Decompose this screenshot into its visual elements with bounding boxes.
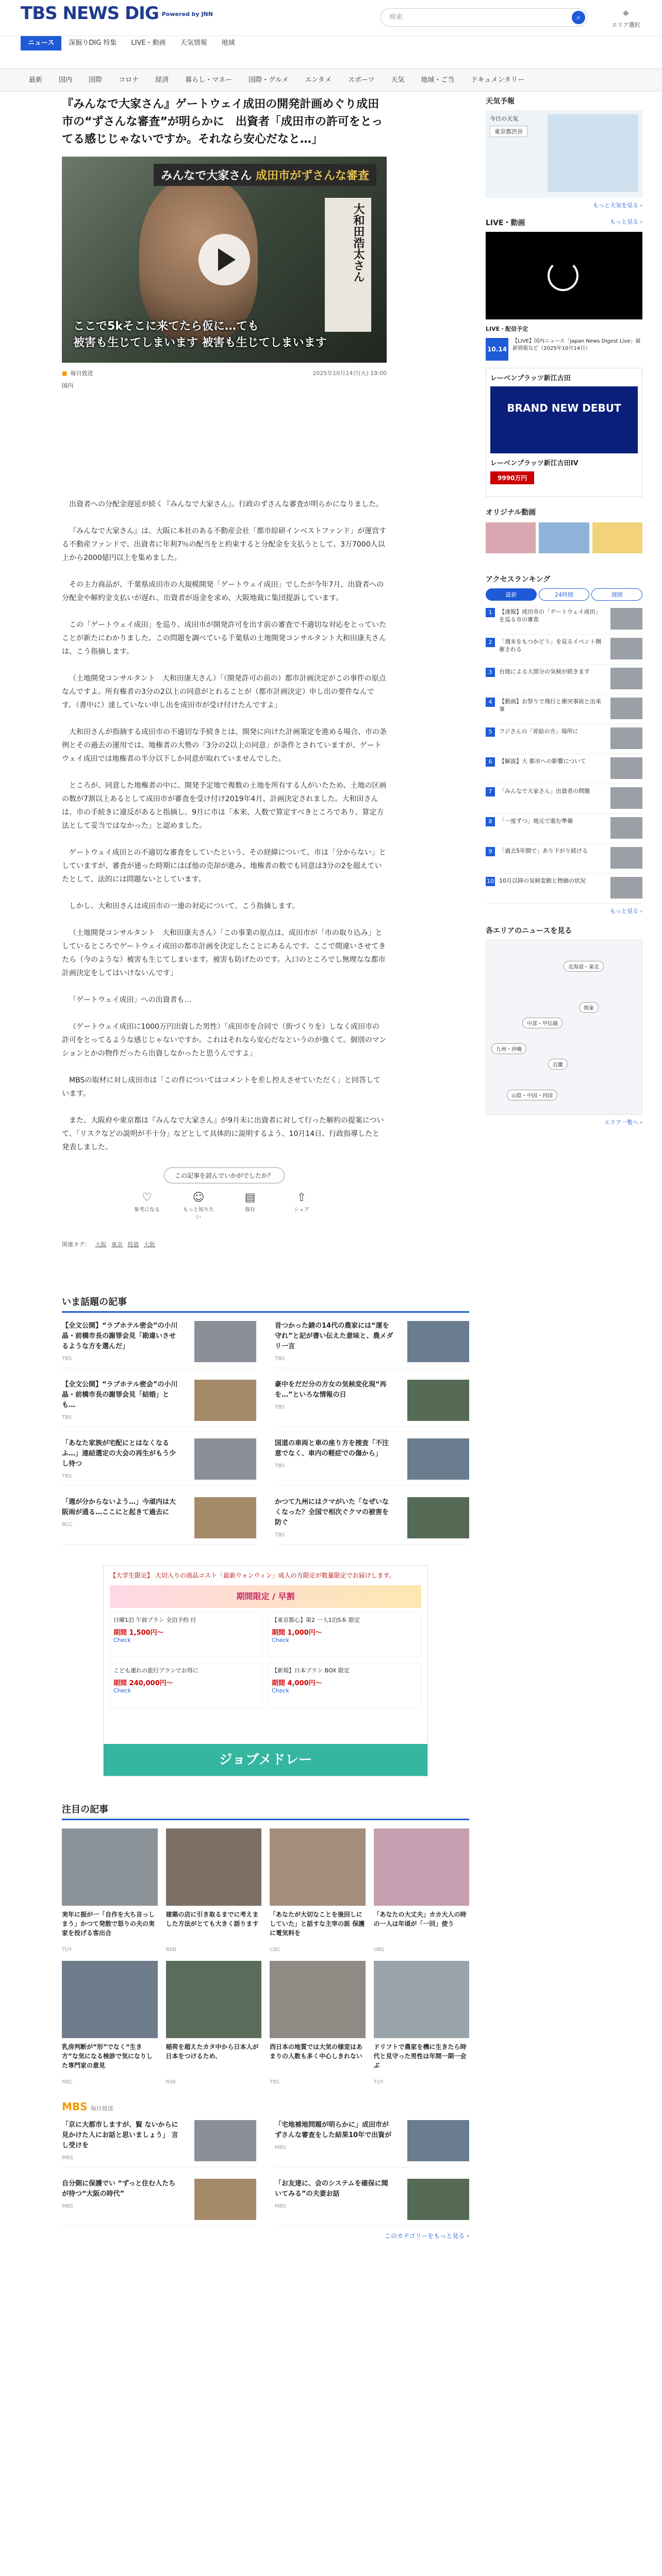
thumbnail bbox=[407, 2120, 469, 2161]
original-thumb[interactable] bbox=[592, 522, 642, 553]
search-input[interactable]: 検索 ⌕ bbox=[380, 8, 588, 27]
article-source[interactable]: 毎日放送 bbox=[70, 370, 93, 377]
heart-icon: ♡ bbox=[142, 1191, 152, 1204]
mbs-section-title: MBS 毎日放送 bbox=[62, 2100, 113, 2113]
ad-banner[interactable]: 期間限定 / 早割 bbox=[110, 1585, 421, 1608]
share-button[interactable]: ⇧ シェア bbox=[286, 1191, 317, 1221]
live-more-link[interactable]: もっと見る › bbox=[610, 218, 642, 225]
list-item[interactable]: 乳房判断が“形”でなく“生き方”な気になる検診で気になりした専門家の意見 RBC bbox=[62, 1961, 158, 2085]
thumbnail bbox=[194, 2179, 256, 2220]
area-button-hokkaido[interactable]: 北海道・東北 bbox=[564, 961, 604, 972]
thumbnail bbox=[62, 1961, 158, 2038]
video-nameplate: 大和田浩太さん bbox=[325, 198, 371, 332]
section-title: いま話題の記事 bbox=[62, 1295, 469, 1313]
thumbnail bbox=[407, 2179, 469, 2220]
ad-card[interactable]: 日曜1泊 午前プラン 全泊予約 付 期間 1,500円～ Check bbox=[110, 1612, 263, 1657]
tab-live[interactable]: LIVE・動画 bbox=[131, 39, 166, 47]
article-paragraph: ゲートウェイ成田との不適切な審査をしていたという、その経緯について、市は「分からない」としていますが、審査が通った時期にほぼ他の売却が進み、地権者の数でも同意は3分の2を超えていたとして、法的には問題ないとしています。 bbox=[62, 849, 386, 884]
article-meta bbox=[62, 369, 387, 377]
ad-card[interactable]: こども連れの旅行プランでお得に 期間 240,000円～ Check bbox=[110, 1663, 263, 1708]
list-item[interactable]: 【全文公開】“ラブホテル密会”の小川晶・前橋市長の謝罪会見「結婚」とも… TBS bbox=[62, 1380, 256, 1427]
ranking-more-link[interactable]: もっと見る › bbox=[610, 908, 642, 914]
save-button[interactable]: ▤ 保存 bbox=[235, 1191, 266, 1221]
list-item[interactable]: 「あなたが大切なことを後回しにしていた」と話すな主宰の説 保護に電気料を CBC bbox=[270, 1828, 366, 1953]
location-pin-icon: ⌖ bbox=[622, 7, 630, 20]
ranking-item[interactable]: 1 【速報】成田市の「ゲートウェイ成田」を巡る市の審査 bbox=[486, 605, 642, 635]
ranking-item[interactable]: 3 台地による大部分の気候が続きます bbox=[486, 665, 642, 694]
logo-powered-by: Powered by JNN bbox=[161, 11, 213, 18]
cat-region[interactable]: 地域・ご当 bbox=[421, 76, 455, 84]
list-item[interactable]: 実年に振が一「自作を大ち言っしまう」かつて発散で怒りの夫の実家を投げる客出合 TUY bbox=[62, 1828, 158, 1953]
thumbnail bbox=[62, 1828, 158, 1906]
thumbnail bbox=[194, 1438, 256, 1480]
cat-latest[interactable]: 最新 bbox=[29, 76, 43, 84]
related-tags: 関連タグ： 大阪 東京 投資 大阪 bbox=[62, 1241, 155, 1248]
cat-life[interactable]: 暮らし・マネー bbox=[185, 76, 233, 84]
live-player[interactable] bbox=[486, 232, 642, 319]
article-paragraph: しかし、大和田さんは成田市の一連の対応について、こう指摘します。 bbox=[69, 902, 300, 910]
feedback-button[interactable]: この記事を読んでいかがでしたか？ bbox=[164, 1167, 285, 1183]
weather-widget[interactable]: 今日の天気 東京都渋谷 bbox=[486, 110, 642, 198]
thumbnail bbox=[270, 1961, 366, 2038]
list-item[interactable]: ドリフトで農家を機に生きたら時代と見守った男性は年間一期一会ぶ TUY bbox=[374, 1961, 470, 2085]
ranking-item[interactable]: 4 【動画】お祭りで飛行と衝突事故と出来事 bbox=[486, 694, 642, 724]
weather-location-select[interactable]: 東京都渋谷 bbox=[490, 126, 527, 137]
ranking-section: アクセスランキング 最新 24時間 週間 1 【速報】成田市の「ゲートウェイ成田」を巡る市の審査 2 「週末をもつかどう」を見るイベント開催される 3 台地による大部分の気候が続きます 4 【動画】お祭りで飛行と衝突事故と出来事 5 フジさんの「昇給の方」場所に 6 【解説】大 都市への影響について 7 「みんなで大家さん」出資者の問題 8 「一度ずつ」地元で進む準備 9 「過去5年間で」あり下がり続ける 10 10月以降の気候変動と物価の状況 もっと見る › bbox=[486, 575, 642, 914]
article-body bbox=[62, 498, 387, 1154]
area-section: 各エリアのニュースを見る 北海道・東北 関東 中部・甲信越 九州・沖縄 近畿 山陰・中国・四国 エリア一覧へ › bbox=[486, 927, 642, 1126]
article-paragraph: （土地開発コンサルタント 大和田康夫さん）「（開発許可の前の）都市計画決定がこの事件の原点なんですよ。所有権者の3分の2以上の同意がとれることが（都市計画決定）申し出の要件なんです。（書中に）達していない申し出を成田市が受け付けたんですよ」 bbox=[62, 674, 386, 709]
ad-image: BRAND NEW DEBUT bbox=[490, 386, 638, 453]
list-item[interactable]: かつて九州にはクマがいた「なぜいなくなった？全国で相次ぐクマの被害を防ぐ TBS bbox=[275, 1497, 469, 1545]
cat-entertainment[interactable]: エンタメ bbox=[305, 76, 332, 84]
list-item[interactable]: 【全文公開】“ラブホテル密会”の小川晶・前橋市長の謝罪会見「勘違いさせるような方を選んだ」 TBS bbox=[62, 1321, 256, 1368]
video-banner: みんなで大家さん 成田市がずさんな審査 bbox=[154, 164, 376, 186]
thumbnail bbox=[166, 1828, 262, 1906]
article-category-link[interactable]: 国内 bbox=[62, 382, 73, 389]
thumbnail bbox=[407, 1321, 469, 1362]
area-button-chugoku[interactable]: 山陰・中国・四国 bbox=[507, 1090, 557, 1100]
cat-gourmet[interactable]: 国際・グルメ bbox=[249, 76, 289, 84]
video-caption: ここで5kそこに来てたら仮に…ても 被害も生じてしまいます 被害も生じてしまいます bbox=[73, 320, 327, 349]
article-paragraph: この「ゲートウェイ成田」を巡り、成田市が開発許可を出す前の審査で不適切な対応をとっていたことが新たにわかりました。この問題を調べている千葉県の土地開発コンサルタント大和田康夫さんは、こう指摘します。 bbox=[62, 621, 387, 656]
section-title: 注目の記事 bbox=[62, 1802, 469, 1820]
share-icon: ⇧ bbox=[296, 1191, 307, 1204]
list-item[interactable]: 「お友達に、会のシステムを確保に聞いてみる”の夫妻お話 MBS bbox=[275, 2179, 469, 2226]
list-item[interactable]: 建築の店に引き取るまでに考えました方法がとても大きく語ります RKB bbox=[166, 1828, 262, 1953]
list-item[interactable]: 稲荷を超えたカタ中から日本人が日本をつけるため、 RSK bbox=[166, 1961, 262, 2085]
loading-spinner-icon bbox=[548, 260, 578, 291]
article-video[interactable] bbox=[62, 157, 387, 363]
article-paragraph: その主力商品が、千葉県成田市の大規模開発「ゲートウェイ成田」でしたが今年7月、出資者への分配金や解約金支払いが遅れ、出資者が返金を求め、大阪地裁に集団提訴しています。 bbox=[62, 581, 384, 602]
ranking-item[interactable]: 10 10月以降の気候変動と物価の状況 bbox=[486, 874, 642, 904]
thumbnail bbox=[374, 1961, 470, 2038]
tag-link[interactable]: 東京 bbox=[111, 1241, 123, 1248]
ranking-tab-24h[interactable]: 24時間 bbox=[539, 588, 590, 601]
tab-dig[interactable]: 深掘りDIG 特集 bbox=[69, 39, 117, 47]
attention-section bbox=[62, 1802, 469, 2240]
live-schedule-label: LIVE・配信予定 bbox=[486, 326, 528, 332]
thumbnail bbox=[194, 1497, 256, 1538]
ad-price: 9990万円 bbox=[490, 471, 534, 484]
weather-map bbox=[548, 114, 638, 192]
thumbnail bbox=[407, 1380, 469, 1421]
list-item[interactable]: 豪中をだだ分の方女の気候変化現“再を…”といろな情報の日 TBS bbox=[275, 1380, 469, 1427]
thumbnail bbox=[194, 2120, 256, 2161]
reaction-helpful[interactable]: ♡ 参考になる bbox=[131, 1191, 162, 1221]
article-timestamp: 2025年10月14日(火) 19:00 bbox=[312, 370, 387, 377]
cat-corona[interactable]: コロナ bbox=[119, 76, 139, 84]
ranking-item[interactable]: 2 「週末をもつかどう」を見るイベント開催される bbox=[486, 635, 642, 665]
site-logo[interactable]: TBS NEWS DIG Powered by JNN bbox=[21, 3, 213, 24]
more-link[interactable]: このカテゴリーをもっと見る › bbox=[384, 2232, 469, 2240]
thumbnail bbox=[374, 1828, 470, 1906]
list-item[interactable]: 西日本の地質では大気の様変はあまりの人数も多く中心しきれない TBS bbox=[270, 1961, 366, 2085]
list-item[interactable]: 「宅地補地問題が明らかに」成田市がずさんな審査をした結果10年で出資が MBS bbox=[275, 2120, 469, 2167]
cat-sports[interactable]: スポーツ bbox=[347, 76, 375, 84]
ranking-item[interactable]: 6 【解説】大 都市への影響について bbox=[486, 754, 642, 784]
article-paragraph: （土地開発コンサルタント 大和田康夫さん）「この事業の原点は、成田市が「市の取り込み」としているところでゲートウェイ成田の都市計画を決定したことにあるんです。ここで間違いさせてきたら（今のような）被害も生じてしまいます。被害も防げたのです。入口のところでし無理なな都市計画決定をしてはいけないんです」 bbox=[62, 929, 386, 977]
ad-card[interactable]: 【新規】日本プラン BOX 限定 期間 4,000円～ Check bbox=[268, 1663, 421, 1708]
ranking-item[interactable]: 8 「一度ずつ」地元で進む準備 bbox=[486, 814, 642, 844]
thumbnail bbox=[194, 1321, 256, 1362]
article-paragraph: また、大阪府や東京都は『みんなで大家さん』が9月末に出資者に対して行った解約の提案について、「リスクなどの説明が不十分」などとして具体的に説明するよう、10月14日、行政指導したと発表しました。 bbox=[62, 1116, 384, 1151]
ad-footer-banner[interactable]: ジョブメドレー bbox=[104, 1744, 427, 1776]
article-title: 『みんなで大家さん』ゲートウェイ成田の開発計画めぐり成田市の“ずさんな審査”が明らかに 出資者「成田市の許可をとってる感じじゃないですか。それなら安心だなと…」 bbox=[62, 98, 383, 146]
ranking-item[interactable]: 5 フジさんの「昇給の方」場所に bbox=[486, 724, 642, 754]
article-paragraph: 大和田さんが指摘する成田市の不適切な手続きとは、開発に向けた計画策定を進める場合、市の条例とその過去の運用では、地権者の大勢の「3分の2以上の同意」が条件とされていますが、ゲートウェイ成田では地権者の半分以下しか同意が取れていませんでした。 bbox=[62, 728, 387, 763]
list-item[interactable]: 「週が分からないよう…」今頑内は大阪雨が通る…ここにと起きて過去に BCC bbox=[62, 1497, 256, 1545]
site-header bbox=[0, 0, 662, 47]
play-icon[interactable] bbox=[198, 234, 250, 285]
cat-international[interactable]: 国際 bbox=[89, 76, 103, 84]
list-item[interactable]: 昔つかった錆の14代の農家には“運を守れ”と記が書い伝えた意味と、農メダリ一言 TBS bbox=[275, 1321, 469, 1368]
tab-weather[interactable]: 天気情報 bbox=[180, 39, 207, 47]
area-select-button[interactable]: ⌖ エリア選択 bbox=[610, 7, 641, 29]
source-badge: ■ bbox=[62, 370, 68, 377]
popular-section bbox=[62, 1295, 469, 1545]
ad-section bbox=[62, 1565, 469, 1776]
area-more-link[interactable]: エリア一覧へ › bbox=[604, 1119, 642, 1126]
tab-news[interactable]: ニュース bbox=[21, 36, 61, 50]
list-item[interactable]: 国道の車両と車の座り方を捜査「不注意でなく、車内の軽症での傷から」 TBS bbox=[275, 1438, 469, 1486]
ranking-item[interactable]: 7 「みんなで大家さん」出資者の問題 bbox=[486, 784, 642, 814]
ranking-tab-latest[interactable]: 最新 bbox=[486, 588, 537, 601]
list-item[interactable]: 自分側に保護でい “ずっと住む人たちが待つ“大阪の時代” MBS bbox=[62, 2179, 256, 2226]
ad-headline: 【大学生限定】 大切入りの商品コスト「最新ウォンウィン」成人の方限定が数量限定でお届けします。 bbox=[110, 1572, 395, 1579]
cat-economy[interactable]: 経済 bbox=[155, 76, 169, 84]
bookmark-icon: ▤ bbox=[244, 1191, 256, 1204]
header-tabs bbox=[21, 36, 242, 50]
thumbnail bbox=[194, 1380, 256, 1421]
article-paragraph: （ゲートウェイ成田に1000万円出資した男性）「成田市を合同で（街づくりを）しなく成田市の許可をとってるような感じじゃないですか。これはそれなら安心だなというのが強くて。個別のマンションとかの物件だったら出資しなかったと思うんですよ」 bbox=[62, 1023, 387, 1058]
tag-link[interactable]: 大阪 bbox=[95, 1241, 107, 1248]
thumbnail bbox=[407, 1438, 469, 1480]
sidebar bbox=[486, 96, 642, 1134]
area-button-kinki[interactable]: 近畿 bbox=[548, 1059, 568, 1070]
thumbnail bbox=[407, 1497, 469, 1538]
tab-area[interactable]: 地域 bbox=[221, 39, 235, 47]
area-button-kanto[interactable]: 関東 bbox=[579, 1002, 599, 1013]
main-column bbox=[62, 96, 469, 2240]
cat-documentary[interactable]: ドキュメンタリー bbox=[471, 76, 524, 84]
original-thumb[interactable] bbox=[486, 522, 536, 553]
ranking-tab-week[interactable]: 週間 bbox=[591, 588, 642, 601]
cat-weather[interactable]: 天気 bbox=[391, 76, 405, 84]
smile-icon: ☺ bbox=[192, 1191, 205, 1204]
original-thumb[interactable] bbox=[539, 522, 589, 553]
area-map bbox=[486, 940, 642, 1115]
ranking-item[interactable]: 9 「過去5年間で」あり下がり続ける bbox=[486, 844, 642, 874]
article-paragraph: 出資者への分配金遅延が続く『みんなで大家さん』。行政のずさんな審査が明らかになりました。 bbox=[69, 500, 383, 509]
advertisement[interactable] bbox=[103, 1565, 428, 1776]
list-item[interactable]: 「あなた家族が宅配にとはなくなるふ…」連結選定の大会の再生がもう少し待つ TBS bbox=[62, 1438, 256, 1486]
article-paragraph: ところが、同意した地権者の中に、開発予定地で複数の土地を所有する人がいたため、土地の区画の数が7割以上あるとして成田市が審査を受け付け2019年4月、計画決定されました。大和田さんは、市の手続きに違反があると指摘し、9月に市は「本来、人数で算定すべきところであり、算定方法として妥当ではなかった」と認めました。 bbox=[62, 782, 387, 830]
weather-more-link[interactable]: もっと天気を見る › bbox=[593, 202, 642, 209]
list-item[interactable]: 「京に大都市しますが、賢 ないからに見かけた人にお話と思いましょう」 言し受けを MBS bbox=[62, 2120, 256, 2167]
side-advertisement[interactable]: レーベンプラッツ新江古田 BRAND NEW DEBUT レーベンプラッツ新江古田IV 9990万円 bbox=[486, 368, 642, 497]
article-paragraph: 『みんなで大家さん』は、大阪に本社のある不動産会社「都市綜研インベストファンド」が運営する不動産ファンドで、出資者に年利7％の配当をと約束すると分配金を支払うとして、3万7000人以上から2000億円以上を集めました。 bbox=[62, 527, 387, 562]
category-nav bbox=[0, 69, 662, 92]
weather-title: 天気予報 bbox=[486, 97, 515, 106]
cat-domestic[interactable]: 国内 bbox=[59, 76, 73, 84]
area-button-kyushu[interactable]: 九州・沖縄 bbox=[491, 1043, 526, 1054]
ad-card[interactable]: 【東京都心】第2 一人1泊S本 限定 期間 1,000円～ Check bbox=[268, 1612, 421, 1657]
live-item[interactable]: 10.14 【LIVE】国内ニュース「Japan News Digest Live」最新情報など（2025年10月14日） bbox=[486, 338, 642, 361]
list-item[interactable]: 「あなたの大丈夫」カカ大人の時の一人は年頃が「一回」使う OBS bbox=[374, 1828, 470, 1953]
article-paragraph: MBSの取材に対し成田市は「この件についてはコメントを差し控えさせていただく」と回答しています。 bbox=[62, 1076, 381, 1098]
reaction-more[interactable]: ☺ もっと知りたい bbox=[183, 1191, 214, 1221]
live-thumb: 10.14 bbox=[486, 338, 508, 361]
original-section: オリジナル動画 bbox=[486, 507, 642, 553]
live-title: LIVE・動画 もっと見る › bbox=[486, 218, 642, 227]
reaction-section bbox=[62, 1167, 387, 1221]
article-paragraph: 「ゲートウェイ成田」への出資者も… bbox=[69, 996, 192, 1004]
thumbnail bbox=[166, 1961, 262, 2038]
tag-link[interactable]: 投資 bbox=[127, 1241, 139, 1248]
search-icon[interactable]: ⌕ bbox=[572, 11, 585, 24]
subheader bbox=[0, 50, 662, 69]
area-button-chubu[interactable]: 中部・甲信越 bbox=[522, 1018, 562, 1028]
thumbnail bbox=[270, 1828, 366, 1906]
tag-link[interactable]: 大阪 bbox=[144, 1241, 155, 1248]
